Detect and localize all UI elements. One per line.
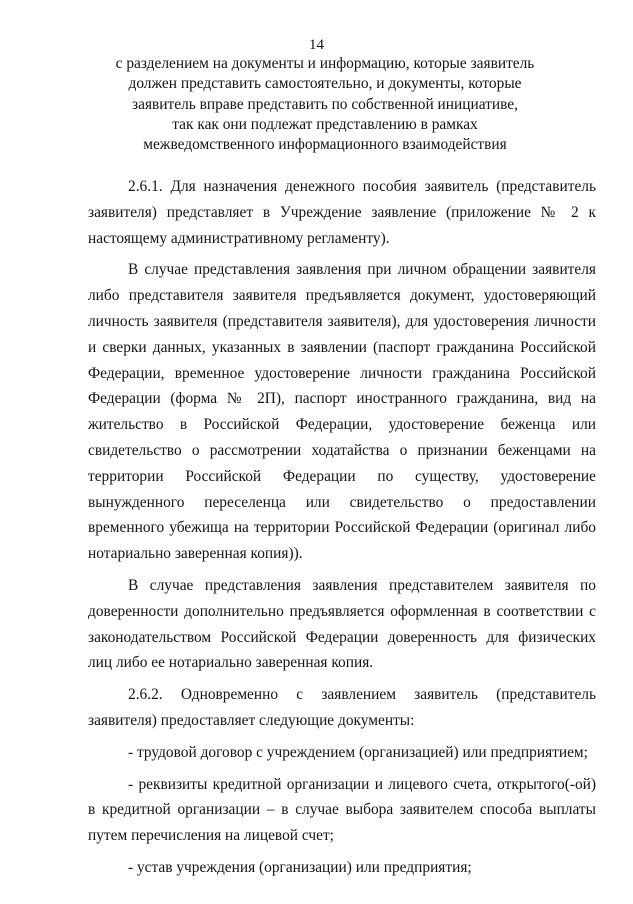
- page-number: 14: [309, 37, 324, 53]
- heading-line: должен представить самостоятельно, и документы, которые: [128, 75, 522, 93]
- paragraph-identity-documents: В случае представления заявления при личном обращении заявителя либо представителя заявителя предъявляется документ, удостоверяющий личность заявителя (представителя заявителя), для удостоверения личности и сверки данных, указанных в заявлении (паспорт гражданина Российской Федерации, временное удостоверение личности гражданина Российской Федерации (форма № 2П), паспорт иностранного гражданина, вид на жительство в Российской Федерации, удостоверение беженца или свидетельство о рассмотрении ходатайства о признании беженцами на территории Российской Федерации по существу, удостоверение вынужденного переселенца или свидетельство о предоставлении временного убежища на территории Российской Федерации (оригинал либо нотариально заверенная копия)).: [88, 261, 596, 563]
- document-body: [88, 174, 596, 881]
- heading-line: с разделением на документы и информацию, которые заявитель: [115, 55, 535, 72]
- list-item-employment-contract: - трудовой договор с учреждением (организацией) или предприятием;: [128, 743, 588, 761]
- heading-line: так как они подлежат представлению в рамках: [172, 115, 478, 133]
- section-heading: [95, 54, 555, 155]
- list-item-bank-details: - реквизиты кредитной организации и лицевого счета, открытого(-ой) в кредитной организации – в случае выбора заявителем способа выплаты путем перечисления на лицевой счет;: [88, 775, 596, 845]
- heading-line: межведомственного информационного взаимодействия: [143, 136, 507, 154]
- paragraph-2-6-1: 2.6.1. Для назначения денежного пособия заявитель (представитель заявителя) представляет в Учреждение заявление (приложение № 2 к настоящему административному регламенту).: [88, 178, 596, 247]
- heading-line: заявитель вправе представить по собственной инициативе,: [132, 95, 518, 113]
- paragraph-power-of-attorney: В случае представления заявления представителем заявителя по доверенности дополнительно предъявляется оформленная в соответствии с законодательством Российской Федерации доверенность для физических лиц либо ее нотариально заверенная копия.: [88, 576, 596, 672]
- paragraph-2-6-2: 2.6.2. Одновременно с заявлением заявитель (представитель заявителя) предоставляет следующие документы:: [88, 686, 596, 729]
- list-item-charter: - устав учреждения (организации) или предприятия;: [128, 858, 472, 876]
